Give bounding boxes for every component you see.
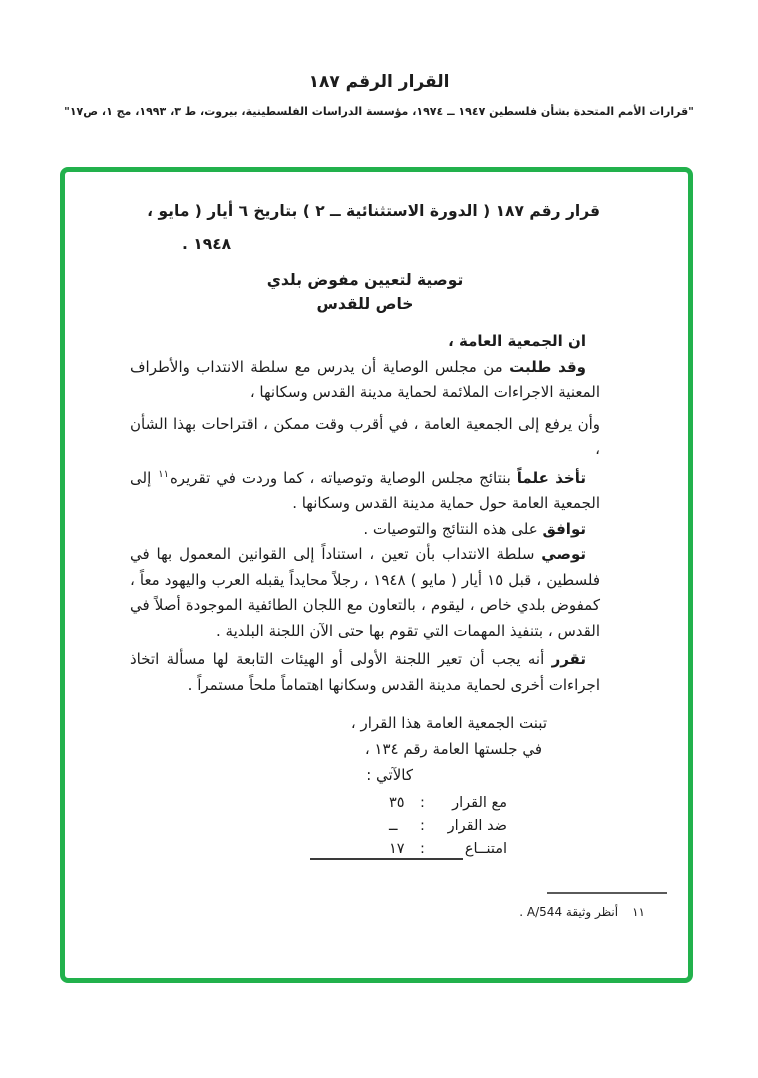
footnote xyxy=(519,903,645,921)
paragraph-recommends xyxy=(130,542,600,644)
paragraph-lead: توافق xyxy=(542,519,586,538)
paragraph-text: من مجلس الوصاية أن يدرس مع سلطة الانتداب والأطراف المعنية الاجراءات الملائمة لحماية مدينة القدس وسكانها ، xyxy=(130,357,600,401)
paragraph-text: إلى الجمعية العامة حول حماية مدينة القدس وسكانها . xyxy=(130,468,600,512)
footnote-ref-marker: ١١ xyxy=(158,468,169,480)
resolution-subtitle-line1: توصية لتعيين مفوض بلدي xyxy=(266,271,464,289)
vote-row-against xyxy=(389,815,507,838)
page-title: القرار الرقم ١٨٧ xyxy=(308,72,450,92)
footnote-separator xyxy=(547,892,667,894)
paragraph-text: على هذه النتائج والتوصيات . xyxy=(363,519,543,538)
vote-label: ضد القرار xyxy=(447,818,507,834)
vote-colon: : xyxy=(420,818,425,834)
paragraph-approves xyxy=(130,517,600,543)
paragraph-preamble xyxy=(130,329,600,355)
vote-value: ــ xyxy=(389,818,398,834)
source-citation: "قرارات الأمم المتحدة بشأن فلسطين ١٩٤٧ ــ ١٩٧٤، مؤسسة الدراسات الفلسطينية، بيروت، ط ٣، ١٩٩٣، مج ١، ص١٧" xyxy=(64,105,694,118)
adoption-line: تبنت الجمعية العامة هذا القرار ، xyxy=(350,714,547,732)
paragraph-text: أنه يجب أن تعير اللجنة الأولى أو الهيئات التابعة لها مسألة اتخاذ اجراءات أخرى لحماية مدينة القدس وسكانها اهتماماً ملحاً مستمراً . xyxy=(130,650,600,694)
adoption-line: كالآتي : xyxy=(366,766,413,784)
vote-value: ١٧ xyxy=(389,841,405,857)
paragraph-request xyxy=(130,355,600,406)
paragraph-decides xyxy=(130,647,600,698)
paragraph-lead: تأخذ علماً xyxy=(516,468,586,487)
resolution-heading: قرار رقم ١٨٧ ( الدورة الاستثنائية ــ ٢ ) بتاريخ ٦ أيار ( مايو ، xyxy=(147,202,600,220)
resolution-body xyxy=(130,198,600,861)
paragraph-lead: ان الجمعية العامة ، xyxy=(448,332,586,350)
vote-colon: : xyxy=(420,795,425,811)
section-divider xyxy=(310,858,463,860)
vote-value: ٣٥ xyxy=(389,795,405,811)
paragraph-lead: تقرر xyxy=(551,650,586,668)
vote-tally xyxy=(130,792,600,861)
adoption-line: في جلستها العامة رقم ١٣٤ ، xyxy=(364,740,542,758)
paragraph-text: سلطة الانتداب بأن تعين ، استناداً إلى القوانين المعمول بها في فلسطين ، قبل ١٥ أيار ( مايو ) ١٩٤٨ ، رجلاً محايداً يقبله العرب واليهود معاً ، كمفوض بلدي خاص ، ليقوم ، بالتعاون مع اللجان الطائفية الموجودة أصلاً في القدس ، بتنفيذ المهمات التي تقوم بها حتى الآن اللجنة البلدية . xyxy=(130,545,600,640)
paragraph-lead: توصي xyxy=(541,545,586,563)
footnote-number: ١١ xyxy=(632,905,645,919)
paragraph-text: وأن يرفع إلى الجمعية العامة ، في أقرب وقت ممكن ، اقتراحات بهذا الشأن ، xyxy=(130,414,600,458)
paragraph-submit xyxy=(130,412,600,463)
paragraph-lead: وقد طلبت xyxy=(509,357,586,376)
paragraph-takes-note xyxy=(130,466,600,517)
resolution-subtitle-line2: خاص للقدس xyxy=(316,295,414,313)
resolution-date-line: ١٩٤٨ . xyxy=(182,235,232,253)
vote-row-for xyxy=(389,792,507,815)
paragraph-text: بنتائج مجلس الوصاية وتوصياته ، كما وردت في تقريره xyxy=(169,468,517,487)
footnote-text: أنظر وثيقة A/544 . xyxy=(519,905,619,919)
vote-label: امتنــاع xyxy=(464,841,507,857)
vote-colon: : xyxy=(420,841,425,857)
vote-label: مع القرار xyxy=(452,795,507,811)
